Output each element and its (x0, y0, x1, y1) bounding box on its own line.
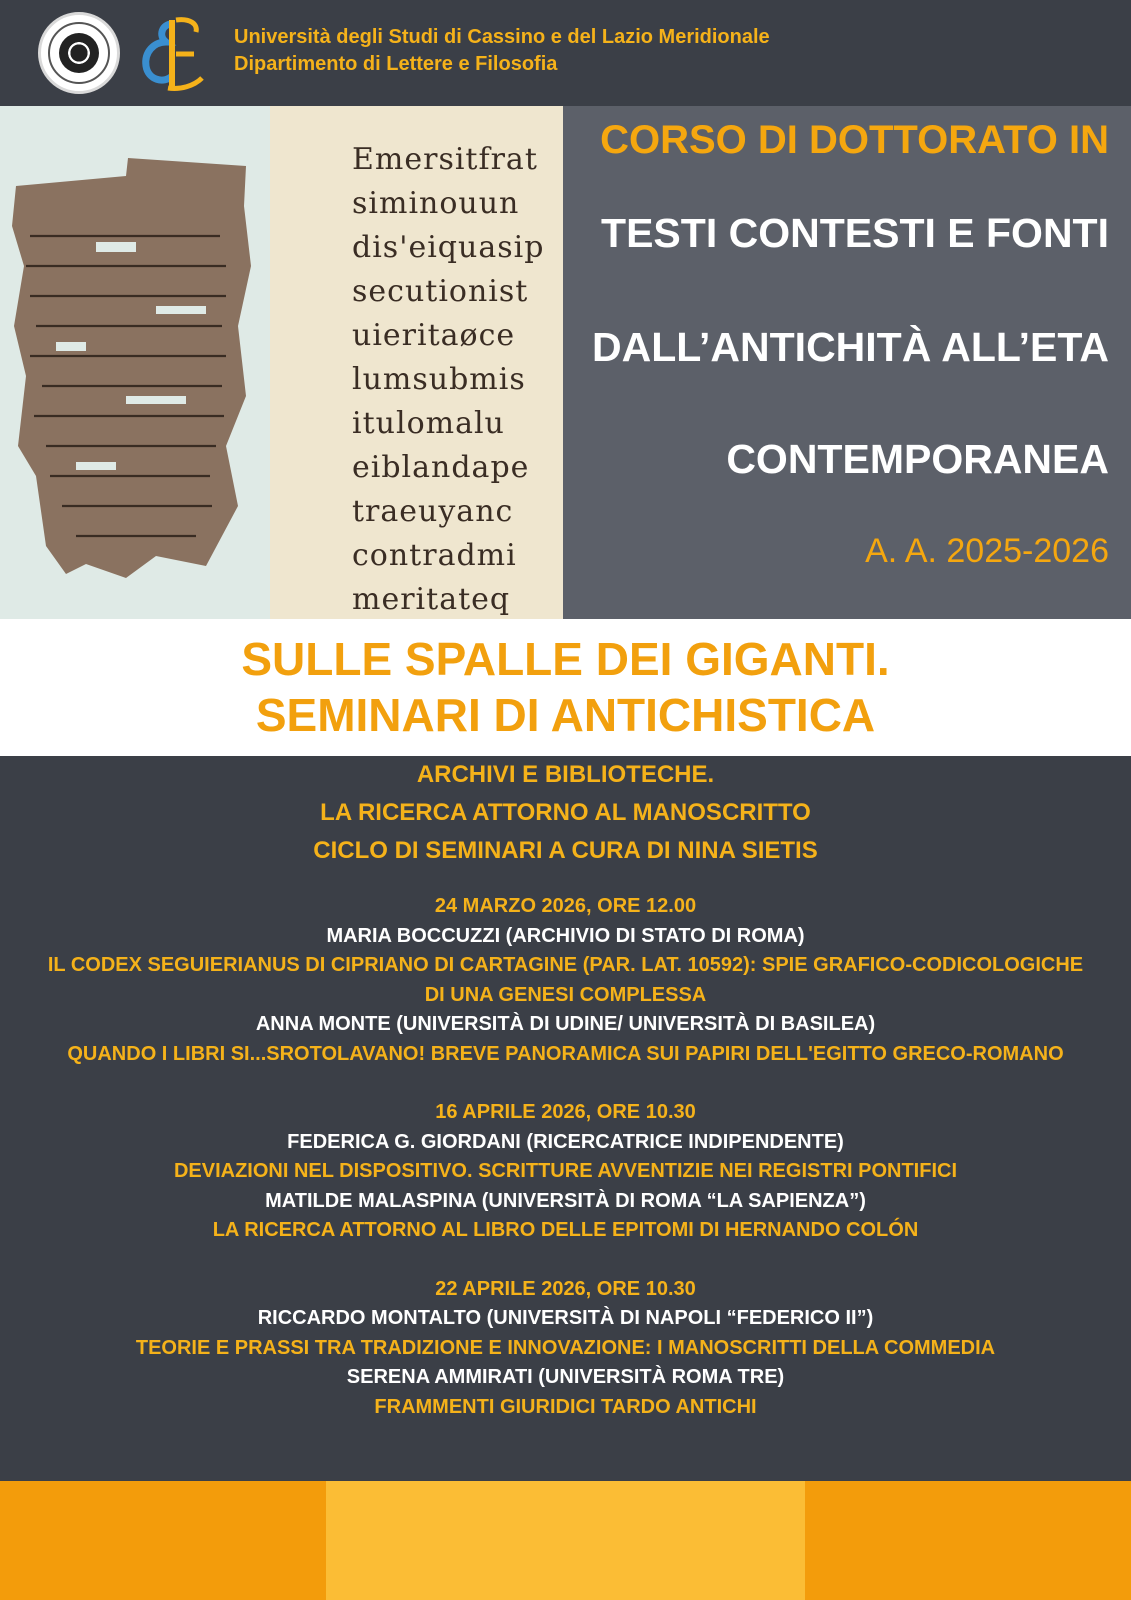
program-heading-line: ARCHIVI E BIBLIOTECHE. (416, 761, 715, 788)
university-seal-logo (38, 12, 120, 94)
program-heading-line: LA RICERCA ATTORNO AL MANOSCRITTO (320, 799, 811, 826)
footer-block-center (326, 1481, 805, 1600)
codex-line: dis'eiquasip (352, 230, 545, 265)
program-heading (0, 756, 1131, 870)
codex-line: traeuyanc (352, 494, 514, 529)
session-block (0, 1275, 1131, 1423)
series-subtitle-line: SEMINARI DI ANTICHISTICA (255, 689, 876, 741)
codex-line: eiblandape (352, 450, 530, 485)
codex-line: meritateq (352, 582, 511, 617)
talk-title: DEVIAZIONI NEL DISPOSITIVO. SCRITTURE AVVENTIZIE NEI REGISTRI PONTIFICI (173, 1160, 958, 1182)
footer-block-right (805, 1481, 1131, 1600)
course-label: CORSO DI DOTTORATO IN (600, 118, 1109, 162)
course-title-line: TESTI CONTESTI E FONTI (601, 210, 1109, 256)
codex-line: siminouun (352, 186, 520, 221)
series-title-line: SULLE SPALLE DEI GIGANTI. (241, 633, 890, 685)
university-name: Università degli Studi di Cassino e del Lazio Meridionale (234, 26, 770, 48)
department-name: Dipartimento di Lettere e Filosofia (234, 53, 558, 75)
talk-title: LA RICERCA ATTORNO AL LIBRO DELLE EPITOMI DI HERNANDO COLÓN (212, 1219, 919, 1241)
hero-section (0, 106, 1131, 619)
talk-title: IL CODEX SEGUIERIANUS DI CIPRIANO DI CARTAGINE (PAR. LAT. 10592): SPIE GRAFICO-CODICOLOGICHE (47, 954, 1084, 976)
speaker-line: SERENA AMMIRATI (UNIVERSITÀ ROMA TRE) (346, 1366, 785, 1388)
course-title-line: DALL’ANTICHITÀ ALL’ETA (591, 324, 1109, 370)
codex-manuscript-image (270, 106, 563, 619)
seminar-program (0, 756, 1131, 1481)
academic-year: A. A. 2025-2026 (865, 532, 1109, 570)
seminar-series-title (0, 619, 1131, 756)
talk-title: QUANDO I LIBRI SI...SROTOLAVANO! BREVE PANORAMICA SUI PAPIRI DELL'EGITTO GRECO-ROMANO (67, 1042, 1064, 1065)
codex-line: secutionist (352, 274, 529, 309)
header-institution (234, 24, 770, 78)
footer-color-bar (0, 1481, 1131, 1600)
header-bar (0, 0, 1131, 106)
course-title-panel (563, 106, 1131, 619)
course-title-line: CONTEMPORANEA (726, 436, 1109, 482)
talk-title: FRAMMENTI GIURIDICI TARDO ANTICHI (374, 1395, 757, 1418)
codex-line: Emersitfrat (352, 142, 538, 177)
codex-line: itulomalu (352, 406, 505, 441)
session-date: 16 APRILE 2026, ORE 10.30 (435, 1101, 696, 1123)
session-block (0, 892, 1131, 1069)
codex-line: uieritaøce (352, 318, 516, 353)
codex-line: contradmi (352, 538, 517, 573)
speaker-line: FEDERICA G. GIORDANI (RICERCATRICE INDIPENDENTE) (287, 1130, 844, 1153)
program-heading-line: CICLO DI SEMINARI A CURA DI NINA SIETIS (313, 837, 818, 864)
speaker-line: RICCARDO MONTALTO (UNIVERSITÀ DI NAPOLI “FEDERICO II”) (257, 1307, 874, 1329)
codex-line: lumsubmis (352, 362, 526, 397)
speaker-line: MATILDE MALASPINA (UNIVERSITÀ DI ROMA “LA SAPIENZA”) (265, 1189, 866, 1212)
session-block (0, 1098, 1131, 1246)
footer-block-left (0, 1481, 326, 1600)
session-date: 24 MARZO 2026, ORE 12.00 (434, 895, 697, 917)
speaker-line: MARIA BOCCUZZI (ARCHIVIO DI STATO DI ROMA) (326, 924, 805, 947)
speaker-line: ANNA MONTE (UNIVERSITÀ DI UDINE/ UNIVERSITÀ DI BASILEA) (255, 1013, 876, 1035)
session-date: 22 APRILE 2026, ORE 10.30 (435, 1277, 696, 1300)
papyrus-image (0, 106, 270, 619)
talk-title: TEORIE E PRASSI TRA TRADIZIONE E INNOVAZIONE: I MANOSCRITTI DELLA COMMEDIA (135, 1336, 996, 1359)
department-logo (132, 14, 212, 94)
talk-title: DI UNA GENESI COMPLESSA (424, 983, 707, 1006)
